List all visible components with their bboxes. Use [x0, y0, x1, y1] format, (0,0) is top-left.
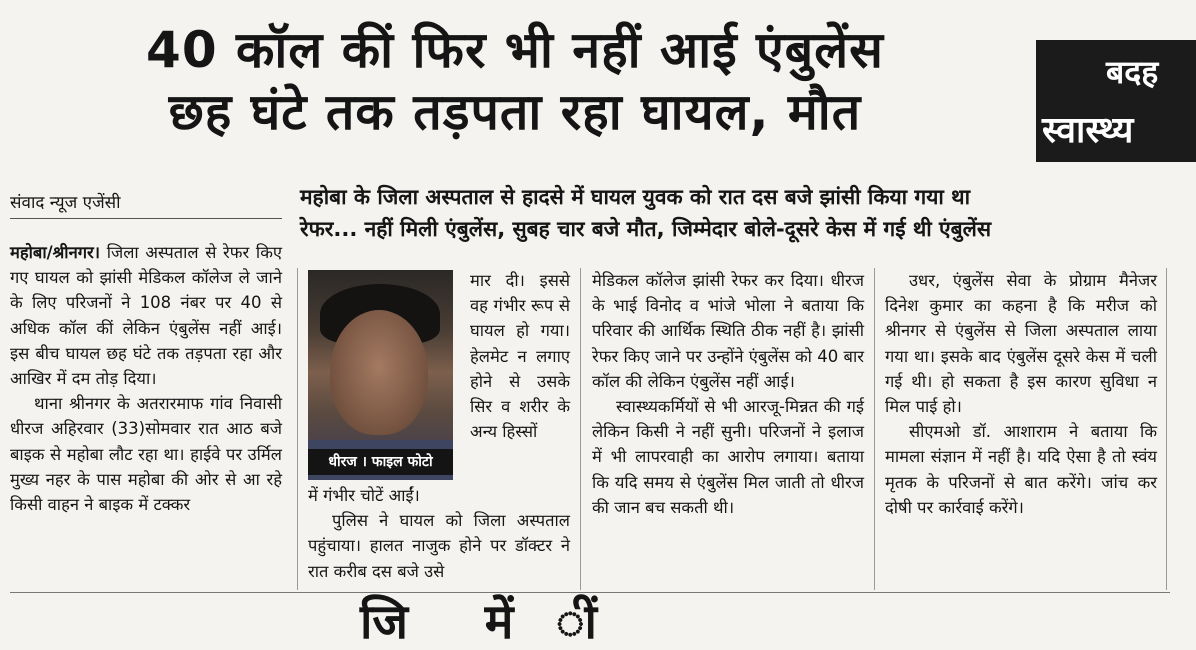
byline-divider [10, 218, 282, 219]
column-3-paragraph-2: स्वास्थ्यकर्मियों से भी आरजू-मिन्नत की गई लेकिन किसी ने नहीं सुनी। परिजनों ने इलाज में भी लापरवाही का आरोप लगाया। बताया कि यदि समय से एंबुलेंस मिल जाती तो धीरज की जान बच सकती थी। [592, 397, 864, 517]
column-divider [297, 268, 298, 590]
victim-photo [308, 270, 453, 475]
column-1-paragraph-1: जिला अस्पताल से रेफर किए गए घायल को झांसी मेडिकल कॉलेज ले जाने के लिए परिजनों ने 108 नंबर पर 40 से अधिक कॉल कीं लेकिन एंबुलेंस नहीं आई। इस बीच घायल छह घंटे तक तड़पता रहा और आखिर में दम तोड़ दिया। [10, 243, 282, 389]
subheadline-line-1: महोबा के जिला अस्पताल से हादसे में घायल युवक को रात दस बजे झांसी किया गया था [300, 185, 971, 209]
photo-caption: धीरज । फाइल फोटो [308, 449, 453, 475]
column-1-paragraph-2: थाना श्रीनगर के अतरारमाफ गांव निवासी धीरज अहिरवार (33)सोमवार रात आठ बजे बाइक से महोबा लौट रहा था। हाईवे पर उर्मिल मुख्य नहर के पास महोबा की ओर से आ रहे किसी वाहन ने बाइक में टक्कर [10, 394, 282, 515]
dateline: महोबा/श्रीनगर। [10, 243, 101, 262]
column-2-text-top: मार दी। इससे वह गंभीर रूप से घायल हो गया। हेलमेट न लगाए होने से उसके सिर व शरीर के अन्य हिस्सों [470, 271, 570, 442]
next-article-headline: जि में ीं [360, 594, 627, 650]
section-tag-line-2: स्वास्थ्य [1042, 110, 1134, 151]
column-divider [1166, 268, 1167, 590]
headline-line-2: छह घंटे तक तड़पता रहा घायल, मौत [168, 83, 862, 141]
photo-face-shape [330, 310, 428, 435]
column-divider [580, 268, 581, 590]
section-tag-line-1: बदह [1106, 53, 1159, 91]
article-column-2-bottom [308, 483, 570, 584]
subheadline [300, 182, 1170, 245]
column-4-paragraph-2: सीएमओ डॉ. आशाराम ने बताया कि मामला संज्ञान में नहीं है। यदि ऐसा है तो स्वंय मृतक के परिजनों से बात करेंगे। जांच कर दोषी पर कार्रवाई करेंगे। [885, 422, 1157, 517]
column-4-paragraph-1: उधर, एंबुलेंस सेवा के प्रोग्राम मैनेजर दिनेश कुमार का कहना है कि मरीज को श्रीनगर से एंबुलेंस से जिला अस्पताल लाया गया था। इसके बाद एंबुलेंस दूसरे केस में चली गई थी। हो सकता है इस कारण सुविधा न मिल पाई हो। [885, 271, 1157, 417]
article-column-1 [10, 240, 282, 517]
column-2-text-continued: में गंभीर चोटें आईं। [308, 486, 420, 505]
subheadline-line-2: रेफर... नहीं मिली एंबुलेंस, सुबह चार बजे मौत, जिम्मेदार बोले-दूसरे केस में गई थी एंबुलेंस [300, 216, 992, 241]
headline [0, 22, 1030, 140]
article-column-3 [592, 268, 864, 520]
article-column-4 [885, 268, 1157, 520]
article-column-2-top [470, 268, 570, 444]
column-2-paragraph-2: पुलिस ने घायल को जिला अस्पताल पहुंचाया। हालत नाजुक होने पर डॉक्टर ने रात करीब दस बजे उसे [308, 511, 570, 581]
section-tag [1036, 40, 1196, 162]
column-3-paragraph-1: मेडिकल कॉलेज झांसी रेफर कर दिया। धीरज के भाई विनोद व भांजे भोला ने बताया कि परिवार की आर्थिक स्थिति ठीक नहीं है। झांसी रेफर किए जाने पर उन्होंने एंबुलेंस को 40 बार कॉल की लेकिन एंबुलेंस नहीं आई। [592, 271, 864, 391]
column-divider [874, 268, 875, 590]
headline-line-1: 40 कॉल कीं फिर भी नहीं आई एंबुलेंस [146, 21, 884, 79]
bottom-divider [10, 592, 1170, 593]
byline: संवाद न्यूज एजेंसी [10, 193, 121, 213]
